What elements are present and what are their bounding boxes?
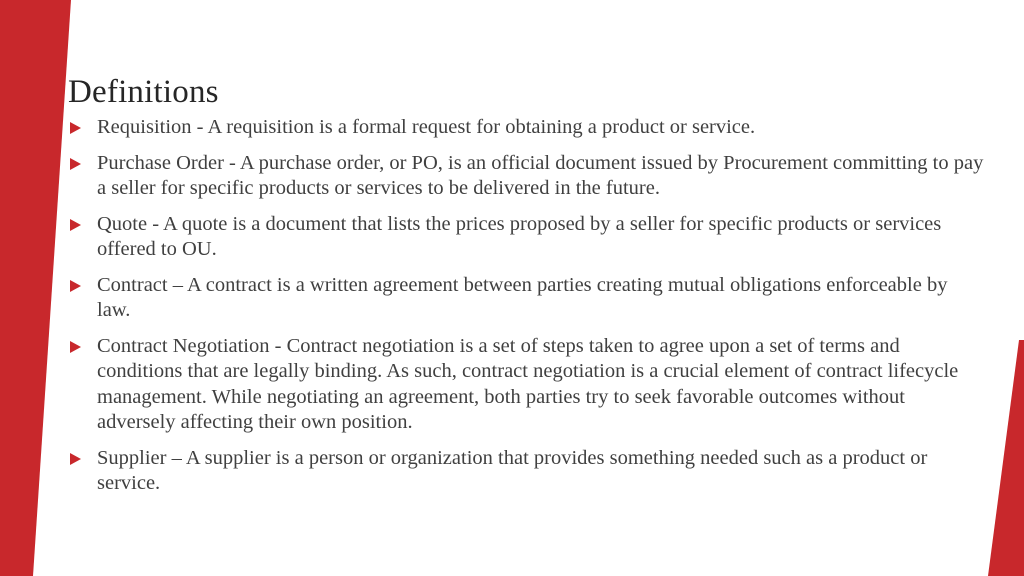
triangle-right-icon bbox=[70, 122, 81, 134]
triangle-right-icon bbox=[70, 158, 81, 170]
list-item-text: Contract Negotiation - Contract negotiation is a set of steps taken to agree upon a set of terms and conditions that are legally binding. As such, contract negotiation is a crucial element of contract lifecycle management. While negotiating an agreement, both parties try to seek favorable outcomes without adversely affecting their own position. bbox=[97, 334, 959, 433]
list-item-contract bbox=[70, 273, 985, 324]
list-item-purchase-order bbox=[70, 151, 985, 202]
right-accent-stripe bbox=[984, 0, 1024, 576]
page-title: Definitions bbox=[68, 74, 219, 111]
list-item-requisition bbox=[70, 115, 985, 141]
triangle-right-icon bbox=[70, 280, 81, 292]
triangle-right-icon bbox=[70, 341, 81, 353]
list-item-text: Purchase Order - A purchase order, or PO, is an official document issued by Procurement committing to pay a seller for specific products or services to be delivered in the future. bbox=[97, 151, 984, 199]
triangle-right-icon bbox=[70, 219, 81, 231]
list-item-text: Contract – A contract is a written agreement between parties creating mutual obligations enforceable by law. bbox=[97, 273, 948, 321]
list-item-contract-negotiation bbox=[70, 334, 985, 436]
list-item-text: Supplier – A supplier is a person or organization that provides something needed such as a product or service. bbox=[97, 446, 928, 494]
list-item-supplier bbox=[70, 446, 985, 497]
list-item-text: Requisition - A requisition is a formal request for obtaining a product or service. bbox=[97, 116, 756, 138]
list-item-quote bbox=[70, 212, 985, 263]
definitions-list bbox=[70, 115, 985, 507]
triangle-right-icon bbox=[70, 453, 81, 465]
list-item-text: Quote - A quote is a document that lists the prices proposed by a seller for specific products or services offered to OU. bbox=[97, 212, 942, 260]
